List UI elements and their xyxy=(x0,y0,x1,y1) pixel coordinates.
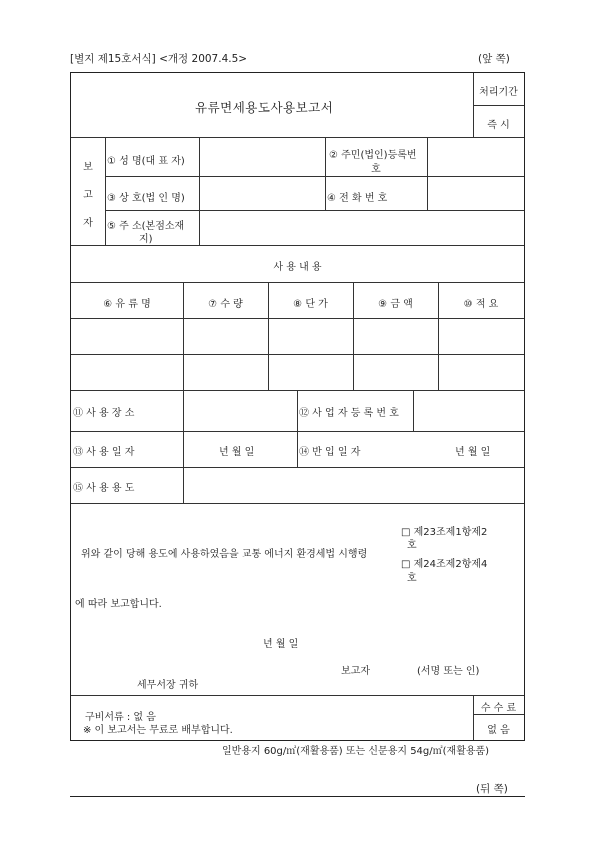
usage-place-label: ⑪ 사 용 장 소 xyxy=(73,408,135,419)
import-date-label: ⑭ 반 입 일 자 xyxy=(299,447,361,458)
fee-value: 없 음 xyxy=(487,725,510,736)
statement-line-2: 에 따라 보고합니다. xyxy=(75,599,162,610)
id-number-label-cont: 호 xyxy=(371,164,381,175)
report-form xyxy=(70,72,525,741)
free-distribution-note: ※ 이 보고서는 무료로 배부합니다. xyxy=(83,725,233,736)
address-label-cont: 지) xyxy=(139,234,153,245)
usage-date-value: 년 월 일 xyxy=(219,447,255,458)
col-quantity: ⑦ 수 량 xyxy=(208,299,243,310)
usage-section-title: 사 용 내 용 xyxy=(273,262,322,273)
form-reference: [별지 제15호서식] <개정 2007.4.5> xyxy=(70,53,248,65)
address-label: ⑤ 주 소(본점소재 xyxy=(107,221,185,232)
fee-label: 수 수 료 xyxy=(480,703,517,714)
statement-date: 년 월 일 xyxy=(263,639,299,650)
business-number-label: ⑫ 사 업 자 등 록 번 호 xyxy=(299,408,399,419)
id-number-label: ② 주민(법인)등록번 xyxy=(329,150,417,161)
option-article-23-cont: 호 xyxy=(407,540,417,551)
usage-date-label: ⑬ 사 용 일 자 xyxy=(73,447,135,458)
reporter-section-label-3: 자 xyxy=(83,218,93,229)
signature-label: (서명 또는 인) xyxy=(417,666,480,677)
option-article-23[interactable]: □ 제23조제1항제2 xyxy=(401,527,488,538)
required-documents: 구비서류 : 없 음 xyxy=(85,712,156,723)
addressee: 세무서장 귀하 xyxy=(137,680,199,691)
bottom-divider xyxy=(70,796,525,797)
statement-line-1: 위와 같이 당해 용도에 사용하였음을 교통 에너지 환경세법 시행령 xyxy=(81,549,368,560)
trade-name-label: ③ 상 호(법 인 명) xyxy=(107,193,185,204)
processing-period-label: 처리기간 xyxy=(479,87,518,98)
page-side-label: (앞 쪽) xyxy=(478,53,510,65)
import-date-value: 년 월 일 xyxy=(455,447,491,458)
col-unit-price: ⑧ 단 가 xyxy=(293,299,328,310)
reporter-section-label-2: 고 xyxy=(83,190,93,201)
col-oil-name: ⑥ 유 류 명 xyxy=(103,299,151,310)
col-remarks: ⑩ 적 요 xyxy=(463,299,499,310)
name-label: ① 성 명(대 표 자) xyxy=(107,156,185,167)
option-article-24-cont: 호 xyxy=(407,573,417,584)
usage-purpose-label: ⑮ 사 용 용 도 xyxy=(73,483,135,494)
back-side-label: (뒤 쪽) xyxy=(476,783,508,795)
reporter-section-label-1: 보 xyxy=(83,162,93,173)
processing-period-value: 즉 시 xyxy=(487,120,510,131)
form-title: 유류면세용도사용보고서 xyxy=(195,100,334,115)
reporter-label: 보고자 xyxy=(341,666,370,677)
option-article-24[interactable]: □ 제24조제2항제4 xyxy=(401,559,488,570)
col-amount: ⑨ 금 액 xyxy=(378,299,413,310)
paper-spec-note: 일반용지 60g/㎡(재활용품) 또는 신문용지 54g/㎡(재활용품) xyxy=(222,746,490,757)
phone-label: ④ 전 화 번 호 xyxy=(327,193,388,204)
